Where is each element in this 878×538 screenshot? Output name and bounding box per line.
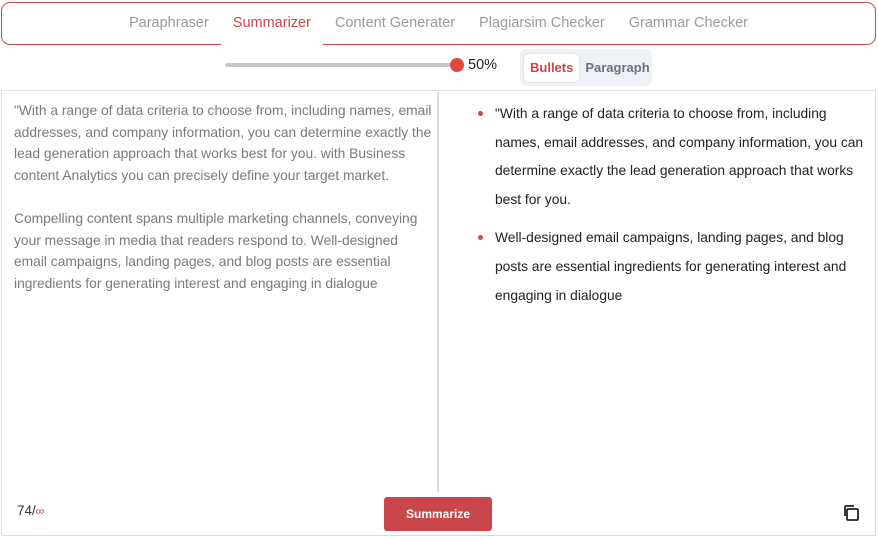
tab-plagiarsim-checker[interactable]: Plagiarsim Checker <box>479 15 605 31</box>
input-paragraph: "With a range of data criteria to choose from, including names, email addresses, and company information, you can determine exactly the lead generation approach that works best for you. with Business content Analytics you can precisely define your target market. <box>14 103 432 183</box>
input-text-area[interactable] <box>14 100 432 316</box>
bullet-dot-icon <box>478 111 483 116</box>
summary-bullet-text: "With a range of data criteria to choose from, including names, email addresses, and company information, you can determine exactly the lead generation approach that works best for you. <box>495 106 864 207</box>
tab-content-generater[interactable]: Content Generater <box>334 15 456 31</box>
summarize-button[interactable]: Summarize <box>384 497 492 531</box>
summary-length-value: 50% <box>468 57 498 73</box>
tab-paraphraser[interactable]: Paraphraser <box>128 15 209 31</box>
tool-tab-bar <box>1 2 876 45</box>
summary-output <box>478 100 868 320</box>
tab-grammar-checker[interactable]: Grammar Checker <box>628 15 749 31</box>
summary-bullet-text: Well-designed email campaigns, landing pages, and blog posts are essential ingredients for generating interest and engaging in dialogue <box>495 230 847 303</box>
summary-length-slider-track[interactable] <box>225 63 457 67</box>
summary-bullet-item <box>478 224 868 310</box>
copy-icon[interactable] <box>842 504 860 522</box>
input-paragraph: Compelling content spans multiple marketing channels, conveying your message in media that readers respond to. Well-designed email campaigns, landing pages, and blog posts are essential ingredients for generating interest and engaging in dialogue <box>14 210 418 291</box>
panel-divider <box>437 92 439 492</box>
word-count: 74/ <box>17 503 36 518</box>
paragraph-mode-button[interactable]: Paragraph <box>585 60 650 75</box>
tab-summarizer[interactable]: Summarizer <box>221 3 323 43</box>
summary-bullet-item <box>478 100 868 214</box>
infinity-limit: ∞ <box>35 504 45 518</box>
bullets-mode-button[interactable]: Bullets <box>524 54 579 82</box>
word-counter <box>17 503 44 518</box>
summary-length-slider-thumb[interactable] <box>450 58 464 72</box>
output-mode-toggle <box>520 49 652 86</box>
bullet-dot-icon <box>478 235 483 240</box>
